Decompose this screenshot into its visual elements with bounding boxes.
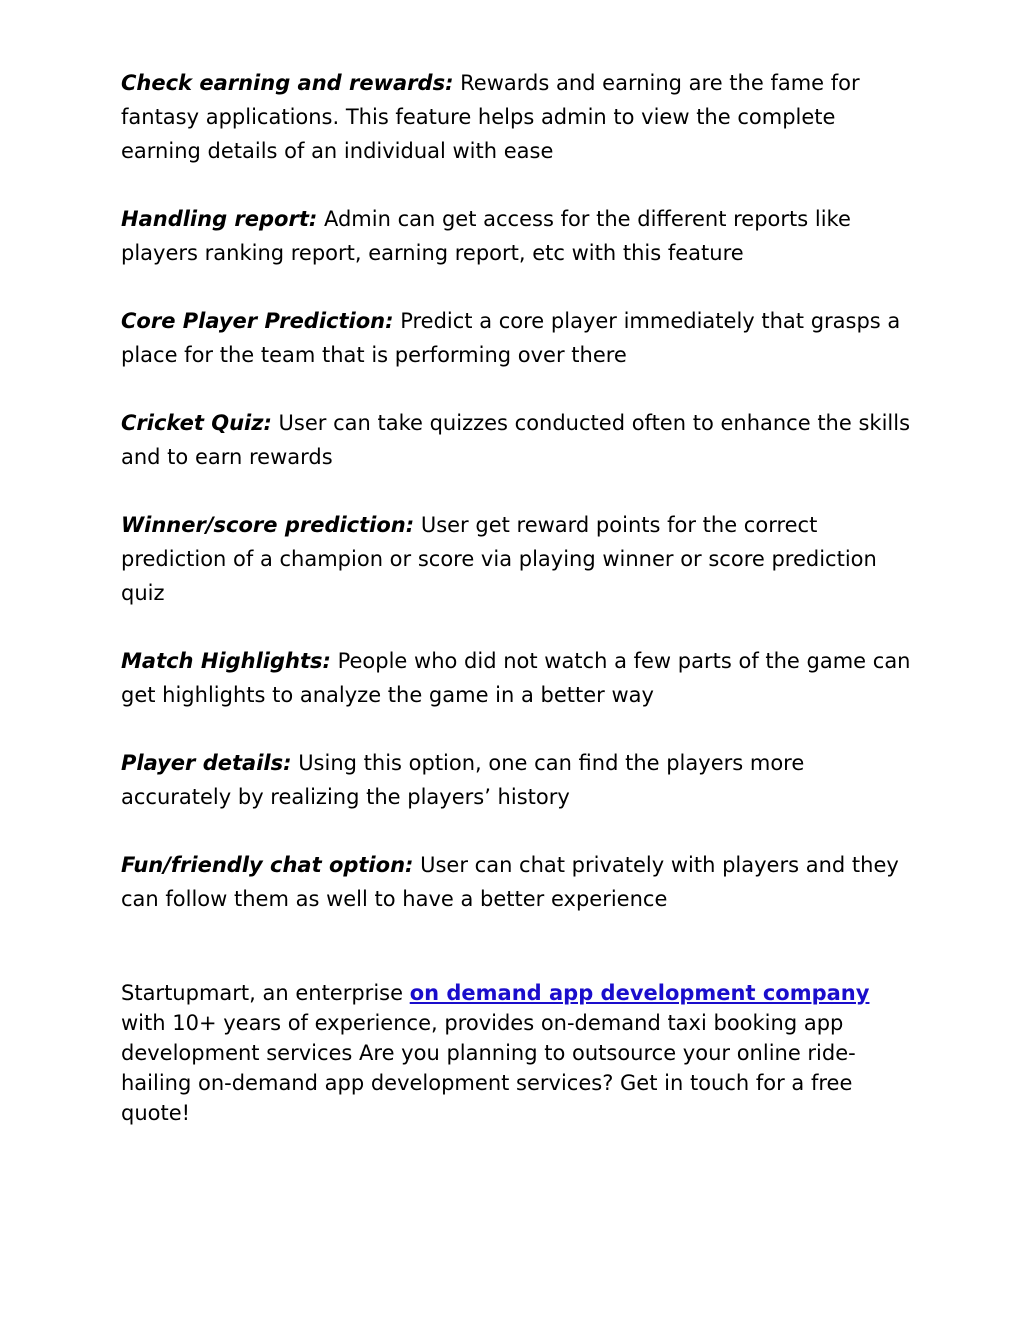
closing-text-before: Startupmart, an enterprise — [121, 981, 404, 1005]
company-link[interactable]: on demand app development company — [409, 981, 870, 1005]
feature-term: Check earning and rewards: — [121, 71, 454, 95]
feature-text: User get reward points for the correct prediction of a champion or score via playing winner or score prediction quiz — [121, 513, 877, 605]
feature-text: User can chat privately with players and they can follow them as well to have a better experience — [121, 853, 899, 911]
feature-winner-score-prediction — [121, 508, 913, 610]
feature-text: Rewards and earning are the fame for fantasy applications. This feature helps admin to view the complete earning details of an individual with ease — [121, 71, 860, 163]
feature-core-player-prediction — [121, 304, 913, 372]
closing-paragraph — [121, 978, 913, 1128]
document-page — [121, 66, 913, 1149]
feature-text: People who did not watch a few parts of the game can get highlights to analyze the game in a better way — [121, 649, 911, 707]
feature-term: Player details: — [121, 751, 292, 775]
feature-term: Match Highlights: — [121, 649, 331, 673]
feature-cricket-quiz — [121, 406, 913, 474]
feature-match-highlights — [121, 644, 913, 712]
feature-text: Predict a core player immediately that grasps a place for the team that is performing over there — [121, 309, 901, 367]
feature-text: User can take quizzes conducted often to enhance the skills and to earn rewards — [121, 411, 911, 469]
feature-text: Using this option, one can find the players more accurately by realizing the players’ history — [121, 751, 805, 809]
feature-handling-report — [121, 202, 913, 270]
feature-term: Handling report: — [121, 207, 318, 231]
closing-text-after: with 10+ years of experience, provides on-demand taxi booking app development services Are you planning to outsource your online ride-hailing on-demand app development services? Get in touch for a free quote! — [121, 1011, 856, 1125]
feature-chat-option — [121, 848, 913, 916]
feature-term: Cricket Quiz: — [121, 411, 272, 435]
feature-term: Fun/friendly chat option: — [121, 853, 414, 877]
feature-text: Admin can get access for the different reports like players ranking report, earning report, etc with this feature — [121, 207, 851, 265]
feature-term: Winner/score prediction: — [121, 513, 415, 537]
feature-check-earning — [121, 66, 913, 168]
feature-term: Core Player Prediction: — [121, 309, 394, 333]
feature-player-details — [121, 746, 913, 814]
